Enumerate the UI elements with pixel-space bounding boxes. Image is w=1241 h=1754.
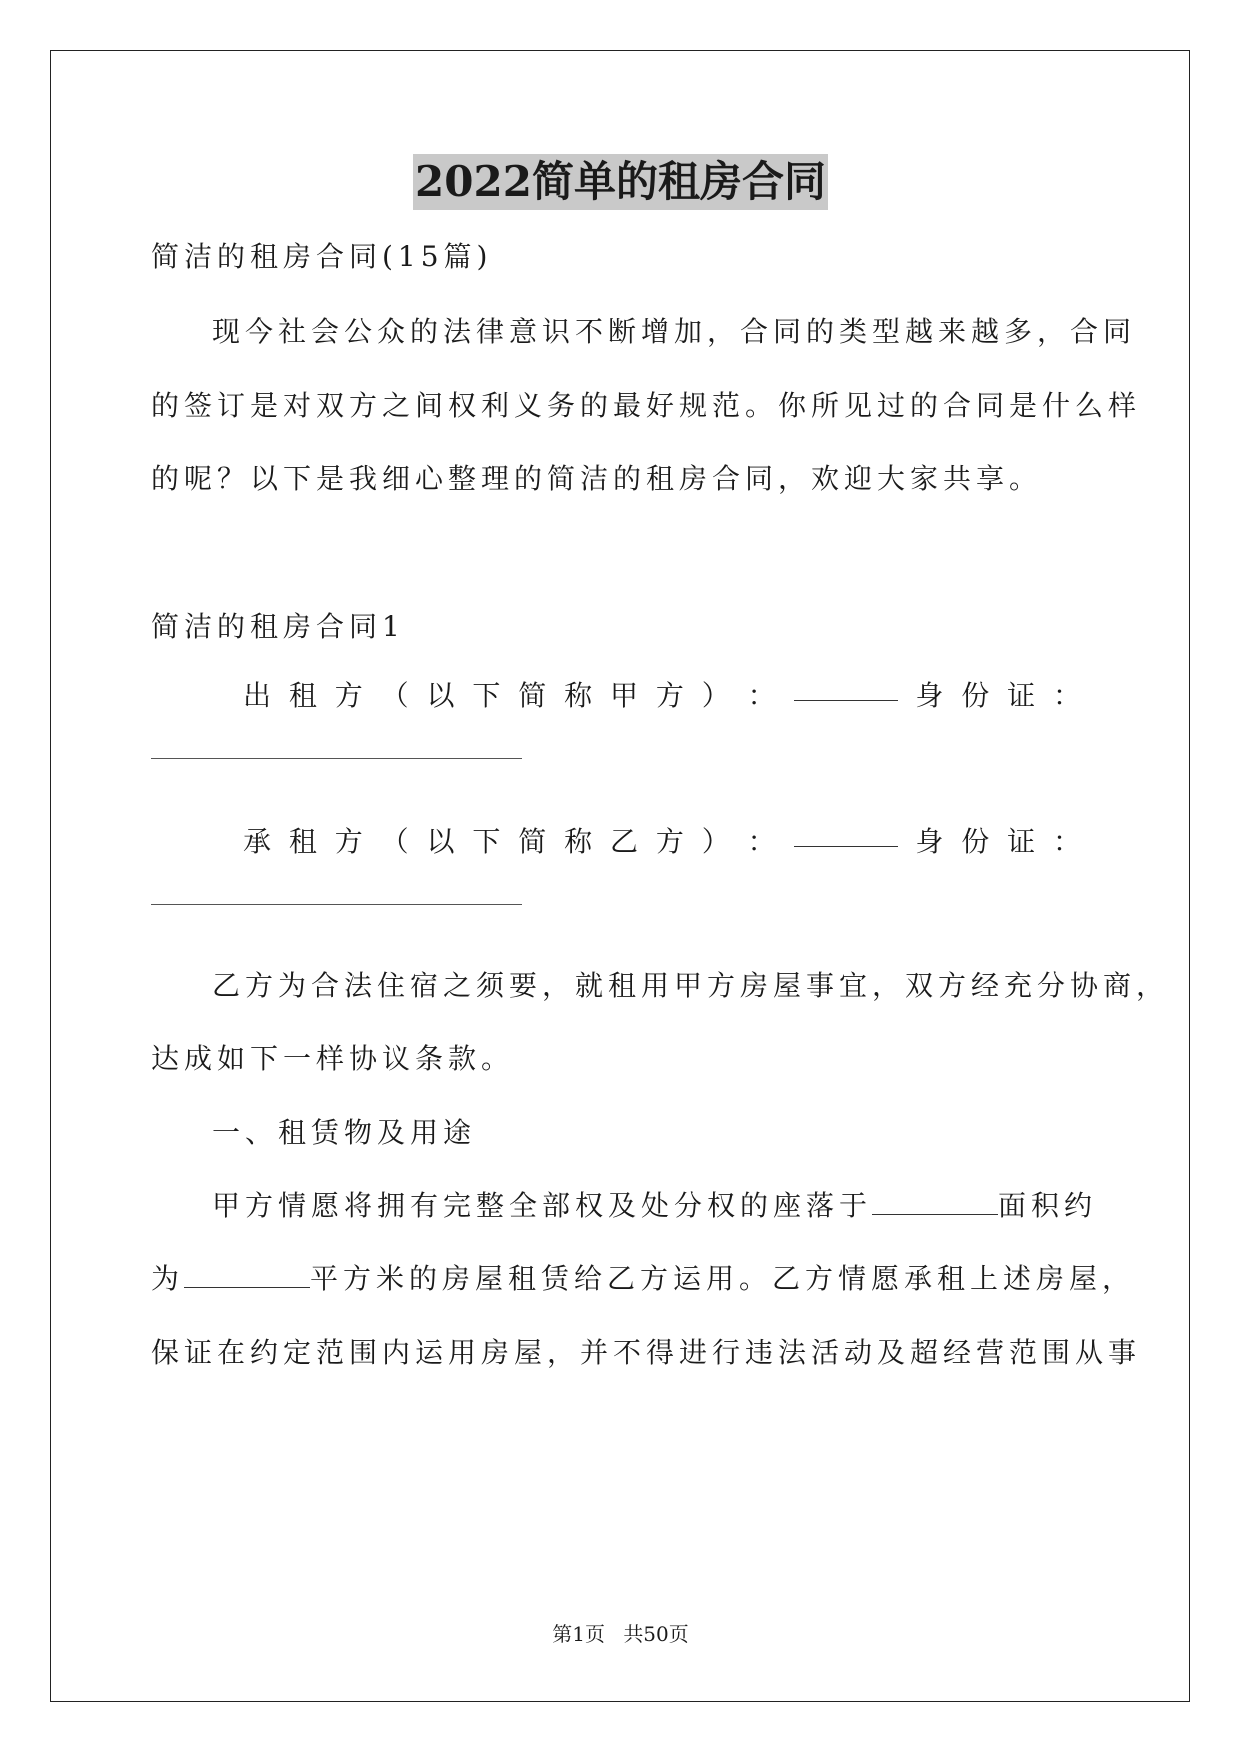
id-char: 证 (1007, 679, 1036, 712)
area-blank (184, 1263, 310, 1288)
lessee-char: 简 (518, 825, 547, 858)
page-total: 共50页 (623, 1622, 689, 1646)
lessee-char: ： (747, 825, 776, 858)
lessor-char: 简 (518, 679, 547, 712)
id-char: ： (1052, 679, 1081, 712)
title-container (0, 154, 1241, 210)
lessor-char: （ (380, 679, 409, 712)
id-char: 证 (1007, 825, 1036, 858)
lessee-char: 方 (334, 825, 363, 858)
lessee-char: 称 (564, 825, 593, 858)
purpose-line-2: 达成如下一样协议条款。 (151, 1042, 515, 1075)
id-char: ： (1052, 825, 1081, 858)
lessee-char: 以 (426, 825, 455, 858)
clause-line-1 (212, 1186, 1152, 1226)
id-char: 份 (961, 825, 990, 858)
lessor-char: 甲 (610, 679, 639, 712)
lessor-char: 称 (564, 679, 593, 712)
lessor-id-blank (151, 758, 522, 759)
intro-line-3: 的呢？以下是我细心整理的简洁的租房合同，欢迎大家共享。 (151, 462, 1043, 495)
lessor-char: 方 (334, 679, 363, 712)
clause-line-2-text-a: 为 (151, 1262, 185, 1295)
lessor-name-blank (794, 676, 898, 701)
lessee-id-blank (151, 904, 522, 905)
purpose-line-1: 乙方为合法住宿之须要，就租用甲方房屋事宜，双方经充分协商， (212, 969, 1170, 1002)
page-footer (0, 1620, 1241, 1648)
lessor-char: 方 (655, 679, 684, 712)
intro-line-2: 的签订是对双方之间权利义务的最好规范。你所见过的合同是什么样 (151, 389, 1142, 422)
clause-line-2-text-b: 平方米的房屋租赁给乙方运用。乙方情愿承租上述房屋， (310, 1262, 1136, 1295)
lessee-char: 承 (243, 825, 272, 858)
lessee-char: 乙 (610, 825, 639, 858)
lessee-name-blank (794, 822, 898, 847)
lessor-char: ） (701, 679, 730, 712)
lessee-char: 方 (655, 825, 684, 858)
id-char: 身 (915, 679, 944, 712)
id-char: 份 (961, 679, 990, 712)
lessee-char: （ (380, 825, 409, 858)
lessor-char: ： (747, 679, 776, 712)
id-char: 身 (915, 825, 944, 858)
clause-line-3: 保证在约定范围内运用房屋，并不得进行违法活动及超经营范围从事 (151, 1336, 1142, 1369)
lessee-char: 下 (472, 825, 501, 858)
clause-line-2 (151, 1259, 1136, 1299)
lessor-char: 下 (472, 679, 501, 712)
lessee-char: ） (701, 825, 730, 858)
document-subtitle: 简洁的租房合同(15篇) (151, 240, 493, 273)
clause-line-1-text-a: 甲方情愿将拥有完整全部权及处分权的座落于 (212, 1189, 873, 1222)
lessor-line (243, 676, 1081, 716)
page-border (50, 50, 1190, 1702)
lessee-char: 租 (288, 825, 317, 858)
clause-line-1-text-b: 面积约 (998, 1189, 1098, 1222)
lessee-line (243, 822, 1081, 862)
lessor-char: 租 (288, 679, 317, 712)
location-blank (872, 1190, 998, 1215)
document-title: 2022简单的租房合同 (413, 154, 828, 210)
lessor-char: 以 (426, 679, 455, 712)
page-number: 第1页 (552, 1622, 605, 1646)
intro-line-1: 现今社会公众的法律意识不断增加，合同的类型越来越多，合同 (212, 315, 1137, 348)
section-heading: 简洁的租房合同1 (151, 610, 405, 643)
lessor-char: 出 (243, 679, 272, 712)
clause-heading: 一、租赁物及用途 (212, 1116, 477, 1149)
